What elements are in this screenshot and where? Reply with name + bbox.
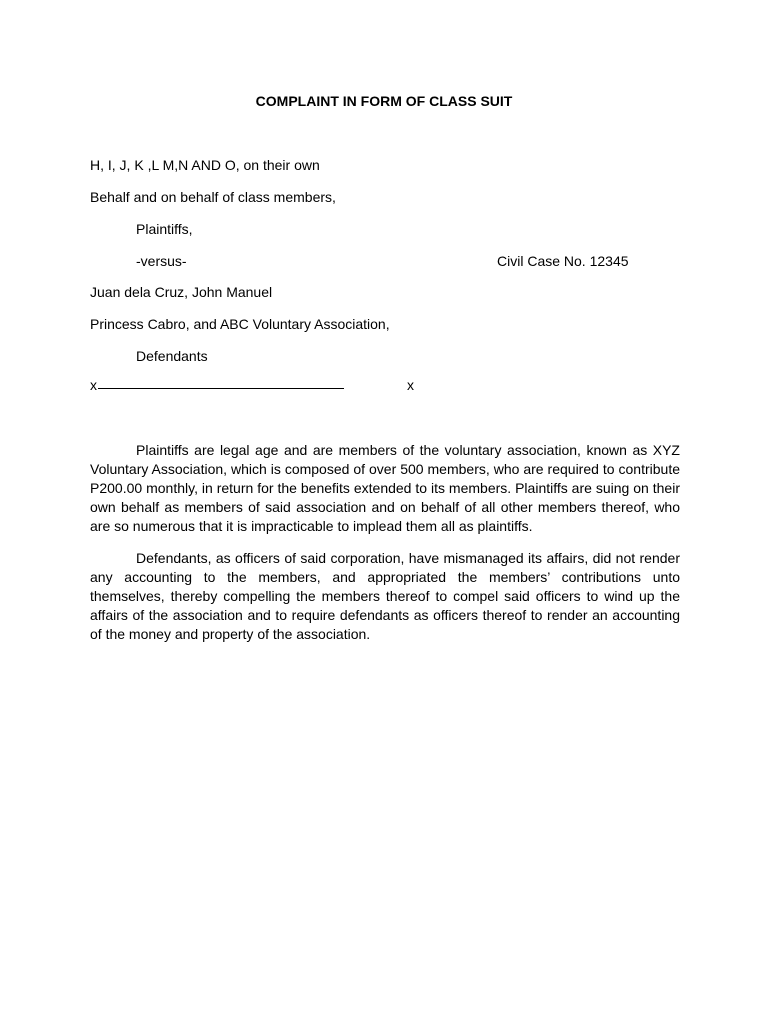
plaintiffs-line-1: H, I, J, K ,L M,N AND O, on their own xyxy=(90,157,320,173)
plaintiffs-label: Plaintiffs, xyxy=(136,221,193,237)
divider-rule xyxy=(98,388,344,389)
plaintiffs-line-2: Behalf and on behalf of class members, xyxy=(90,189,336,205)
paragraph-2-text: Defendants, as officers of said corporation, have mismanaged its affairs, did not render any accounting to the members, and appropriated the members’ contributions unto themselves, thereby compelling the members thereof to compel said officers to wind up the affairs of the association and to require defendants as officers thereof to render an accounting of the money and property of the association. xyxy=(90,550,680,642)
paragraph-1-text: Plaintiffs are legal age and are members of the voluntary association, known as XYZ Voluntary Association, which is composed of over 500 members, who are required to contribute P200.00 monthly, in return for the benefits extended to its members. Plaintiffs are suing on their own behalf as members of said association and on behalf of all other members thereof, who are so numerous that it is impracticable to implead them all as plaintiffs. xyxy=(90,442,680,534)
defendants-line-1: Juan dela Cruz, John Manuel xyxy=(90,284,273,300)
divider-left-mark: x xyxy=(90,377,97,393)
versus-label: -versus- xyxy=(136,253,187,269)
caption-divider xyxy=(90,377,430,395)
case-number: Civil Case No. 12345 xyxy=(497,253,629,269)
paragraph-1 xyxy=(90,441,680,536)
paragraph-2 xyxy=(90,549,680,644)
defendants-label: Defendants xyxy=(136,348,208,364)
defendants-line-2: Princess Cabro, and ABC Voluntary Association, xyxy=(90,316,390,332)
document-title: COMPLAINT IN FORM OF CLASS SUIT xyxy=(255,93,513,109)
divider-right-mark: x xyxy=(407,377,414,393)
